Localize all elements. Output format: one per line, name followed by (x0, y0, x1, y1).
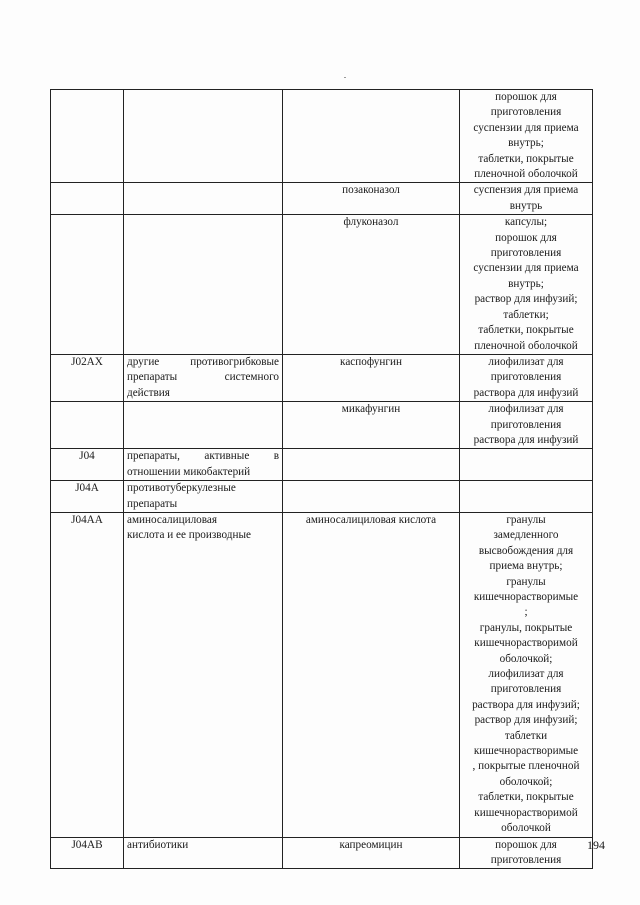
dosage-form-line: раствор для инфузий; (474, 714, 578, 727)
dosage-form-cell (460, 215, 593, 355)
dosage-form-line: приготовления (490, 106, 562, 119)
dosage-form-line: высвобождения для (478, 544, 574, 557)
dosage-form-line: таблетки, покрытые (478, 791, 574, 804)
table-row (51, 215, 593, 355)
table-row (51, 402, 593, 449)
dosage-form-line: таблетки, покрытые (478, 324, 574, 337)
group-name-cell (124, 481, 283, 513)
group-name-line: действия (127, 386, 170, 399)
dosage-form-line: таблетки (504, 729, 548, 742)
group-name-line: препараты, активные в (127, 450, 279, 463)
dosage-form-line: кишечнорастворимые (473, 745, 579, 758)
scan-mark (344, 77, 346, 78)
dosage-form-line: суспензия для приема (473, 184, 579, 197)
table-row (51, 837, 593, 869)
dosage-form-line: приготовления (490, 853, 562, 866)
table-row (51, 449, 593, 481)
group-name-cell (124, 402, 283, 449)
table-row (51, 90, 593, 183)
dosage-form-line: порошок для (495, 91, 557, 103)
dosage-form-line: таблетки, покрытые (478, 152, 574, 165)
group-name-cell (124, 183, 283, 215)
group-name-line: антибиотики (127, 838, 189, 851)
dosage-form-line: раствора для инфузий; (472, 698, 580, 711)
drug-name-cell (283, 215, 460, 355)
dosage-form-line: приготовления (490, 418, 562, 431)
drug-name-cell (283, 449, 460, 481)
atc-code-cell (51, 837, 124, 869)
dosage-form-line: раствора для инфузий (473, 386, 579, 399)
dosage-form-cell (460, 354, 593, 401)
dosage-form-line: гранулы, покрытые (479, 621, 573, 634)
dosage-form-line: пленочной оболочкой (474, 339, 578, 352)
group-name-line: отношении микобактерий (127, 465, 251, 478)
group-name-cell (124, 449, 283, 481)
dosage-form-cell (460, 512, 593, 837)
group-name-cell (124, 215, 283, 355)
dosage-form-line: внутрь; (508, 277, 544, 290)
dosage-form-line: таблетки; (503, 308, 549, 321)
drug-name-cell (283, 512, 460, 837)
dosage-form-line: ; (524, 606, 528, 619)
drug-name-cell (283, 354, 460, 401)
group-name-cell (124, 354, 283, 401)
dosage-form-line: оболочкой; (499, 652, 553, 665)
dosage-form-line: приготовления (490, 683, 562, 696)
drug-name-cell (283, 402, 460, 449)
atc-code: J04AA (71, 513, 103, 526)
atc-code: J04A (75, 482, 99, 495)
dosage-form-cell (460, 90, 593, 183)
dosage-form-line: гранулы (506, 575, 546, 588)
table-row (51, 512, 593, 837)
group-name-line: противотуберкулезные (127, 482, 236, 495)
dosage-form-line: , покрытые пленочной (472, 760, 580, 773)
atc-code-cell (51, 512, 124, 837)
dosage-form-line: внутрь (509, 199, 543, 212)
dosage-form-line: лиофилизат для (488, 403, 564, 416)
dosage-form-line: оболочкой (501, 822, 551, 835)
dosage-form-line: лиофилизат для (488, 668, 564, 681)
dosage-form-line: раствора для инфузий (473, 433, 579, 446)
dosage-form-line: кишечнорастворимой (474, 637, 578, 650)
atc-code-cell (51, 481, 124, 513)
table-body (51, 90, 593, 869)
drug-registry-table (50, 89, 593, 869)
dosage-form-line: порошок для (495, 838, 557, 851)
drug-name: микафунгин (341, 403, 401, 416)
dosage-form-line: внутрь; (508, 137, 544, 150)
group-name-line: препараты системного (127, 371, 279, 384)
dosage-form-cell (460, 481, 593, 513)
dosage-form-cell (460, 402, 593, 449)
group-name-line: кислота и ее производные (127, 529, 251, 542)
dosage-form-line: приготовления (490, 247, 562, 260)
drug-name-cell (283, 837, 460, 869)
dosage-form-line: суспензии для приема (473, 121, 579, 134)
group-name-cell (124, 837, 283, 869)
dosage-form-line: порошок для (495, 231, 557, 244)
dosage-form-line: суспензии для приема (473, 262, 579, 275)
dosage-form-line: капсулы; (504, 216, 548, 229)
table-row (51, 354, 593, 401)
dosage-form-line: замедленного (493, 529, 559, 542)
group-name-line: аминосалициловая (127, 513, 218, 526)
atc-code: J04 (79, 450, 95, 463)
atc-code-cell (51, 183, 124, 215)
table-row (51, 481, 593, 513)
drug-name-cell (283, 183, 460, 215)
atc-code-cell (51, 449, 124, 481)
atc-code-cell (51, 90, 124, 183)
drug-name-cell (283, 90, 460, 183)
atc-code: J02AX (71, 355, 103, 368)
drug-name: позаконазол (342, 184, 400, 197)
page-number: 194 (587, 838, 605, 852)
group-name-line: другие противогрибковые (127, 355, 279, 368)
dosage-form-cell (460, 183, 593, 215)
dosage-form-line: раствор для инфузий; (474, 293, 578, 306)
dosage-form-line: приема внутрь; (489, 560, 563, 573)
drug-name: капреомицин (339, 838, 403, 851)
group-name-cell (124, 512, 283, 837)
dosage-form-line: гранулы (506, 513, 546, 526)
dosage-form-line: лиофилизат для (488, 355, 564, 368)
table-row (51, 183, 593, 215)
group-name-line: препараты (127, 497, 178, 510)
group-name-cell (124, 90, 283, 183)
dosage-form-line: кишечнорастворимой (474, 806, 578, 819)
dosage-form-line: оболочкой; (499, 775, 553, 788)
dosage-form-cell (460, 449, 593, 481)
drug-name-cell (283, 481, 460, 513)
dosage-form-line: пленочной оболочкой (474, 168, 578, 181)
atc-code-cell (51, 215, 124, 355)
drug-name: аминосалициловая кислота (305, 513, 437, 526)
drug-name: каспофунгин (340, 355, 402, 368)
atc-code-cell (51, 402, 124, 449)
drug-name: флуконазол (343, 216, 399, 229)
dosage-form-line: кишечнорастворимые (473, 591, 579, 603)
atc-code-cell (51, 354, 124, 401)
dosage-form-line: приготовления (490, 371, 562, 384)
atc-code: J04AB (71, 838, 103, 851)
